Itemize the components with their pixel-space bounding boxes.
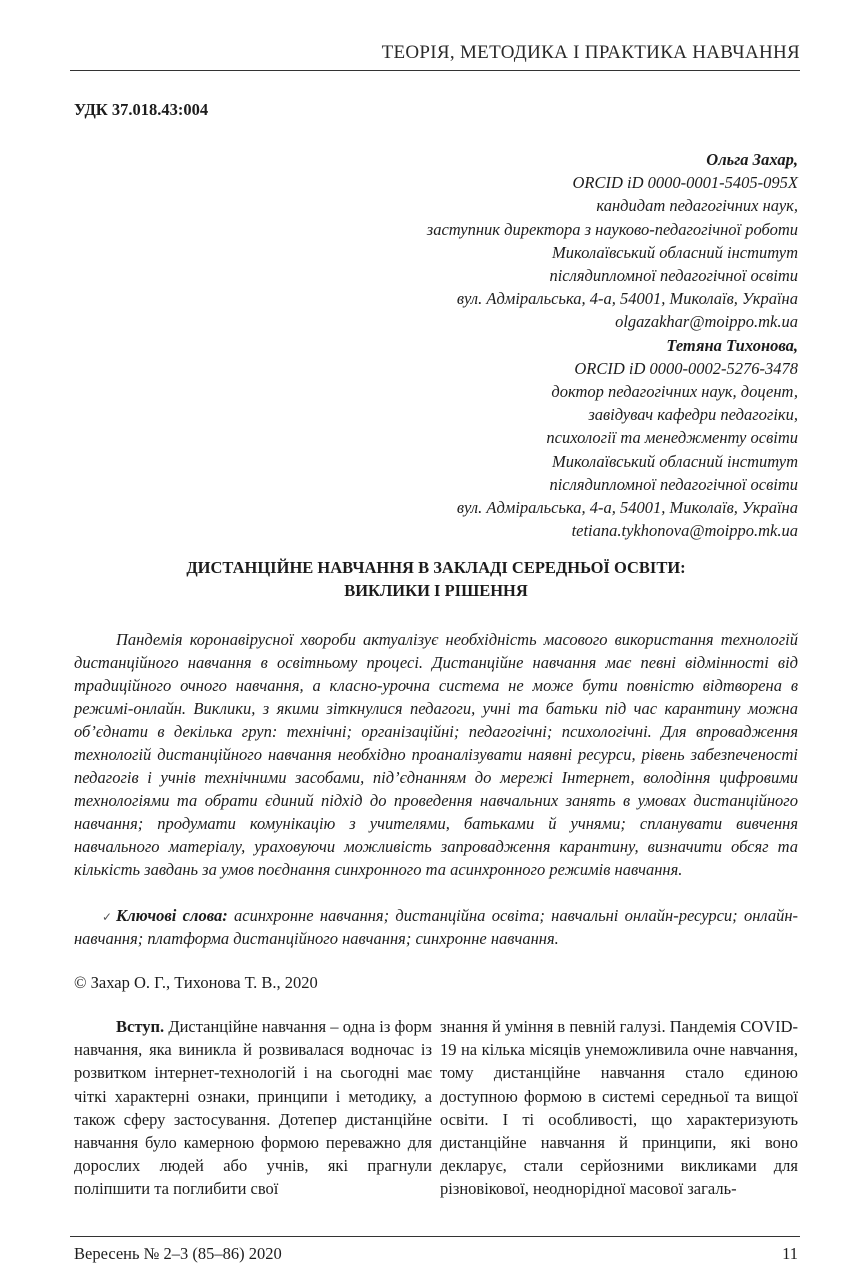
check-mark-icon: ✓ (102, 910, 113, 924)
author-position: завідувач кафедри педагогіки, (588, 405, 798, 425)
body-column-left (74, 1015, 432, 1201)
author-degree: кандидат педагогічних наук, (596, 196, 798, 216)
footer-rule (70, 1236, 800, 1237)
author-email-link[interactable]: olgazakhar@moippo.mk.ua (615, 312, 798, 332)
copyright-line: © Захар О. Г., Тихонова Т. В., 2020 (74, 973, 318, 992)
author-institution: Миколаївський обласний інститут (552, 242, 798, 262)
body-column-right (440, 1015, 798, 1201)
article-title-line: ВИКЛИКИ І РІШЕННЯ (344, 581, 528, 600)
author-block (98, 148, 798, 542)
author-institution: післядипломної педагогічної освіти (549, 266, 798, 286)
author-address: вул. Адміральська, 4-а, 54001, Миколаїв, Україна (456, 498, 798, 518)
author-orcid: ORCID iD 0000-0001-5405-095X (572, 173, 798, 193)
article-title-line: ДИСТАНЦІЙНЕ НАВЧАННЯ В ЗАКЛАДІ СЕРЕДНЬОЇ ОСВІТИ: (186, 558, 686, 577)
author-name: Ольга Захар, (706, 150, 798, 169)
body-text: Дистанційне навчання – одна із форм навчання, яка виникла й розвивалася водночас із розвитком інтернет-технологій і на сьогодні має чіткі характерні ознаки, принципи і методику, а також сферу застосування. Дотепер дистанційне навчання було камерною формою переважно для дорослих людей або учнів, які прагнули поліпшити та поглибити свої (74, 1017, 433, 1199)
udk-code: УДК 37.018.43:004 (74, 100, 209, 119)
keywords-paragraph (74, 904, 798, 950)
page-number: 11 (782, 1244, 798, 1263)
author-position: психології та менеджменту освіти (546, 428, 798, 448)
abstract: Пандемія коронавірусної хвороби актуалізує необхідність масового використання технологій дистанційного навчання в освітньому процесі. Дистанційне навчання має певні відмінності від традиційного очного навчання, а класно-урочна система не може бути повністю відтворена в режимі-онлайн. Виклики, з якими зіткнулися педагоги, учні та батьки під час карантину можна об’єднати в декілька груп: технічні; організаційні; педагогічні; психологічні. Для впровадження технологій дистанційного навчання необхідно проаналізувати наявні ресурси, рівень забезпеченості педагогів і учнів технічними засобами, під’єднанням до мережі Інтернет, володіння цифровими технологіями та обрати єдиний підхід до проведення навчальних занять в умовах дистанційного навчання; продумати комунікацію з учителями, батьками й учнями; спланувати вивчення навчального матеріалу, ураховуючи можливість запровадження карантину, визначити обсяг та кількість завдань за умов поєднання синхронного та асинхронного режимів навчання. (74, 630, 798, 879)
running-title: ТЕОРІЯ, МЕТОДИКА І ПРАКТИКА НАВЧАННЯ (381, 42, 800, 63)
keywords-label: Ключові слова: (116, 906, 228, 925)
keywords-list: асинхронне навчання; дистанційна освіта; навчальні онлайн-ресурси; онлайн-навчання; платформа дистанційного навчання; синхронне навчання. (74, 906, 798, 948)
author-name: Тетяна Тихонова, (666, 335, 798, 355)
issue-info: Вересень № 2–3 (85–86) 2020 (74, 1244, 282, 1263)
author-address: вул. Адміральська, 4-а, 54001, Миколаїв, Україна (456, 289, 798, 309)
author-institution: Миколаївський обласний інститут (552, 451, 798, 471)
header-rule (70, 70, 800, 71)
body-text: знання й уміння в певній галузі. Пандемія COVID-19 на кілька місяців унеможливила очне навчання, тому дистанційне навчання стало єдиною доступною формою в системі середньої та вищої освіти. І ті особливості, що характеризують дистанційне навчання й принципи, які воно декларує, стали серйозними викликами для різновікової, неоднорідної масової загаль- (440, 1017, 799, 1199)
article-title (74, 556, 798, 602)
author-email-link[interactable]: tetiana.tykhonova@moippo.mk.ua (571, 521, 798, 541)
author-position: заступник директора з науково-педагогічної роботи (426, 219, 798, 239)
author-orcid: ORCID iD 0000-0002-5276-3478 (574, 358, 798, 378)
author-institution: післядипломної педагогічної освіти (549, 474, 798, 494)
author-degree: доктор педагогічних наук, доцент, (551, 382, 798, 402)
section-heading-intro: Вступ. (116, 1017, 165, 1036)
